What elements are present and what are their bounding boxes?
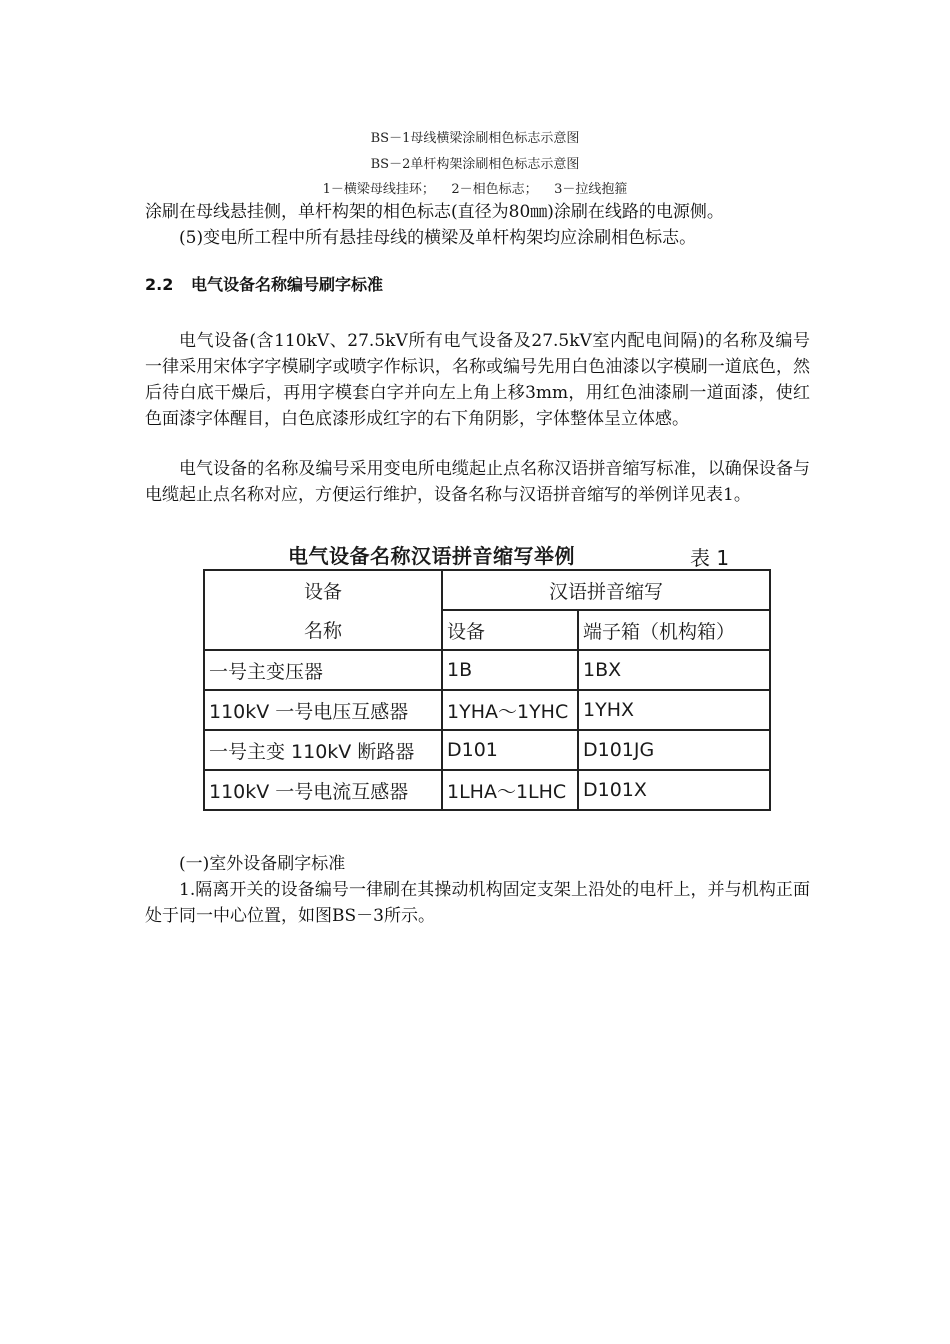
header-pinyin-group: 汉语拼音缩写 — [442, 570, 770, 610]
cell-device-code: D101 — [442, 730, 578, 770]
cell-box-code: 1BX — [578, 650, 770, 690]
header-device-line2: 名称 — [204, 610, 442, 650]
paragraph-disconnector: 1.隔离开关的设备编号一律刷在其操动机构固定支架上沿处的电杆上，并与机构正面处于同一中心位置，如图BS－3所示。 — [145, 880, 810, 926]
cell-device-name: 110kV 一号电流互感器 — [204, 770, 442, 810]
paragraph-naming-method: 电气设备(含110kV、27.5kV所有电气设备及27.5kV室内配电间隔)的名称及编号一律采用宋体字字模刷字或喷字作标识，名称或编号先用白色油漆以字模刷一道底色，然后待白底干燥后，再用字模套白字并向左上角上移3mm，用红色油漆刷一道面漆，使红色面漆字体醒目，白色底漆形成红字的右下角阴影，字体整体呈立体感。 — [145, 331, 810, 429]
cell-device-name: 110kV 一号电压互感器 — [204, 690, 442, 730]
subsection-heading-outdoor: (一)室外设备刷字标准 — [179, 854, 346, 874]
cell-device-code: 1YHA～1YHC — [442, 690, 578, 730]
cell-device-name: 一号主变 110kV 断路器 — [204, 730, 442, 770]
figure-caption-bs2: BS－2单杆构架涂刷相色标志示意图 — [370, 157, 580, 172]
figure-legend: 1－横梁母线挂环； 2－相色标志； 3－拉线抱箍 — [322, 182, 628, 197]
paragraph-item-5: (5)变电所工程中所有悬挂母线的横梁及单杆构架均应涂刷相色标志。 — [179, 228, 697, 248]
section-number: 2.2 — [145, 275, 174, 294]
cell-device-code: 1B — [442, 650, 578, 690]
table-number: 表 1 — [690, 546, 730, 570]
figure-caption-bs1: BS－1母线横梁涂刷相色标志示意图 — [370, 131, 580, 146]
cell-box-code: 1YHX — [578, 690, 770, 730]
paragraph-pinyin-standard: 电气设备的名称及编号采用变电所电缆起止点名称汉语拼音缩写标准，以确保设备与电缆起止点名称对应，方便运行维护，设备名称与汉语拼音缩写的举例详见表1。 — [145, 459, 810, 505]
header-device-line1: 设备 — [204, 570, 442, 610]
table-title: 电气设备名称汉语拼音缩写举例 — [288, 544, 575, 568]
table-row — [204, 690, 770, 730]
section-title: 电气设备名称编号刷字标准 — [191, 275, 384, 294]
table-row — [204, 770, 770, 810]
table-header-row — [204, 570, 770, 610]
cell-device-code: 1LHA～1LHC — [442, 770, 578, 810]
paragraph-continuation: 涂刷在母线悬挂侧，单杆构架的相色标志(直径为80㎜)涂刷在线路的电源侧。 — [145, 202, 724, 222]
abbreviation-table — [203, 569, 771, 811]
cell-device-name: 一号主变压器 — [204, 650, 442, 690]
header-sub-device: 设备 — [442, 610, 578, 650]
cell-box-code: D101JG — [578, 730, 770, 770]
table-row — [204, 730, 770, 770]
table-subheader-row — [204, 610, 770, 650]
cell-box-code: D101X — [578, 770, 770, 810]
header-sub-terminal-box: 端子箱（机构箱） — [578, 610, 770, 650]
section-heading — [145, 272, 383, 295]
table-row — [204, 650, 770, 690]
